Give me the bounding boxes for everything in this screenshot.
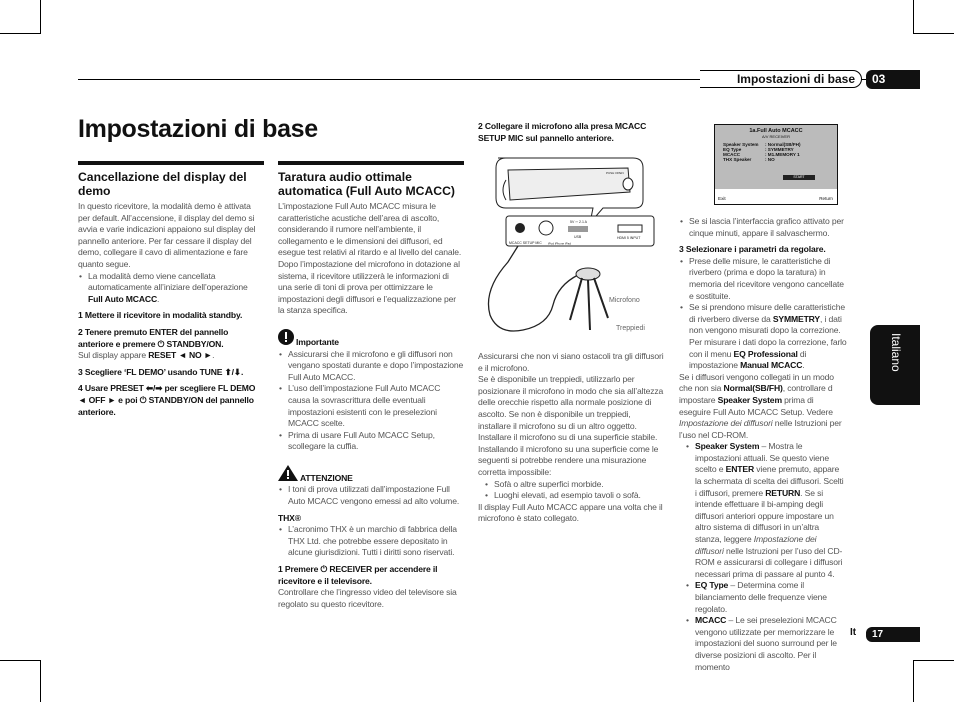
text-segment: 4 Usare PRESET ⬅/➡ per scegliere FL DEMO ◄ OFF ► e poi ⏻ STANDBY/ON del pannello anteriore. [78,383,256,417]
osd-row-value: : Normal(SB/FH) [765,142,801,147]
crop-mark [40,660,41,702]
finger-icon [623,178,633,190]
text-segment: . [212,350,215,361]
text-segment: RESET ◄ NO ► [148,350,213,361]
text-segment: Speaker System [695,441,760,452]
text-segment: Il display Full Auto MCACC appare una volta che il microfono è stato collegato. [478,501,663,524]
text-segment: Controllare che l’ingresso video del televisore sia regolato su questo ricevitore. [278,587,457,609]
text-segment: THX® [278,512,301,523]
text-segment: . Se si intende effettuare il bi-amping degli diffusori anteriori oppure impostare un altro sistema di diffusori in un’altra stanza, leggere [695,487,834,545]
osd-subtitle: A/V RECEIVER [761,134,790,139]
text-segment: Assicurarsi che non vi siano ostacoli tra gli diffusori e il microfono. [478,351,664,373]
paragraph [78,201,264,271]
text-segment: Sul display appare [78,350,149,361]
text-segment: EQ Type [695,580,729,591]
step-instruction [478,121,664,144]
chapter-number: 03 [866,70,920,89]
bullet-item [484,490,664,502]
osd-exit-label: Exit [718,196,726,201]
bullet-item [685,615,847,673]
crop-mark [40,0,41,34]
section-heading [78,170,264,198]
osd-title: 1a.Full Auto MCACC [749,128,803,134]
bullet-item [679,302,847,372]
osd-screen [714,124,838,205]
text-segment: Se è disponibile un treppiedi, utilizzarlo per posizionare il microfono in modo che sia all’altezza delle orecchie rispetto alla normale posizione di ascolto. Se non è disponibile un treppiedi, installare il microfono su di un altro oggetto. [478,374,664,431]
crop-mark [0,660,40,661]
text-segment: – Determina come il bilanciamento delle frequenze viene regolato. [695,580,827,614]
language-label: Italiano [889,333,903,372]
bullet-item [278,484,464,507]
paragraph [278,201,464,317]
osd-row-label: EQ Type [723,147,742,152]
text-segment: 3 Scegliere ‘FL DEMO’ usando TUNE ⬆/⬇. [78,366,244,377]
text-segment: Se si prendono misure delle caratteristiche di riverbero diverse da [689,302,845,324]
text-segment: La modalità demo viene cancellata automaticamente all’iniziare dell’operazione [88,270,248,293]
bullet-item [679,216,847,239]
text-segment: . [157,293,160,304]
bullet-item [685,580,847,615]
microphone-caption: Microfono [609,297,640,304]
usb-label: USB [574,235,582,239]
paragraph [478,374,664,432]
bullet-item [278,383,464,429]
text-segment: – Le sei preselezioni MCACC vengono utilizzate per memorizzare le impostazioni del suono surround per le diverse posizioni di ascolto. Per il momento [695,615,837,672]
text-segment: Sofà o altre superfici morbide. [494,478,604,489]
hdmi-label: HDMI 5 INPUT [617,236,641,240]
step-instruction [78,310,264,322]
column-3-step [478,116,664,144]
paragraph [478,351,664,374]
bullet-item [278,349,464,384]
text-segment: Assicurarsi che il microfono e gli diffusori non vengano spostati durante e dopo l’impostazione Full Auto MCACC. [288,348,464,382]
text-segment: ENTER [725,464,755,475]
text-segment: 2 Tenere premuto ENTER del pannello anteriore e premere ⏻ STANDBY/ON. [78,326,229,349]
crop-mark [914,660,954,661]
bullet-item [78,271,264,306]
text-segment: 2 Collegare il microfono alla presa MCACC SETUP MIC sul pannello anteriore. [478,121,647,143]
osd-row-label: MCACC [723,152,741,157]
bullet-item [278,430,464,453]
osd-row-value: : NO [765,157,775,162]
text-segment: Prima di usare Full Auto MCACC Setup, scollegare la cuffia. [288,429,435,452]
column-3 [478,351,664,525]
text-segment: Speaker System [717,394,782,405]
osd-row [723,157,837,162]
paragraph [478,432,664,478]
osd-start-button[interactable]: START [783,175,815,180]
osd-row-label: THX Speaker [723,157,752,162]
language-tab [870,325,920,405]
important-icon [278,329,294,349]
paragraph [78,350,264,362]
text-segment: 3 Selezionare i parametri da regolare. [679,244,826,255]
ipod-label: iPod iPhone iPad [548,241,572,246]
text-segment: Manual MCACC [740,360,803,371]
text-segment: In questo ricevitore, la modalità demo è attivata per default. All’accensione, il display del demo si avvia e varie indicazioni appaiono sul display del pannello anteriore. Per far cessare il display del demo, collegare il cavo di alimentazione e fare quanto segue. [78,201,256,269]
note-heading [278,465,464,485]
paragraph [278,587,464,610]
microphone-cable [488,246,578,331]
microphone-connection-figure [478,150,663,350]
crop-mark [0,33,40,34]
paragraph [478,502,664,525]
page-title: Impostazioni di base [78,115,318,143]
text-segment: nelle Istruzioni per l’uso nel CD-ROM. [679,418,842,440]
section-rule [78,161,264,165]
text-segment: L’acronimo THX è un marchio di fabbrica della THX Ltd. che potrebbe essere depositato in alcune giurisdizioni. Tutti i diritti sono riservati. [288,524,457,558]
column-2 [278,161,464,610]
text-segment: Taratura audio ottimale automatica (Full Auto MCACC) [278,170,455,198]
push-label: PUSH OPEN [606,171,624,175]
step-instruction [278,564,464,587]
text-segment: L’uso dell’impostazione Full Auto MCACC causa la sovrascrittura delle eventuali impostazioni esistenti con le preselezioni MCACC scelte. [288,383,441,429]
page-number: 17 [866,627,920,642]
text-segment: Normal(SB/FH) [723,383,783,394]
mic-jack [515,223,525,233]
text-segment: 1 Mettere il ricevitore in modalità standby. [78,310,243,321]
text-segment: Cancellazione del display del demo [78,170,247,198]
note-heading [278,329,464,349]
text-segment: Se i diffusori vengono collegati in un modo che non sia [679,371,834,394]
step-instruction [679,244,847,256]
text-segment: Prese delle misure, le caratteristiche di riverbero (prima e dopo la taratura) in memoria del ricevitore vengono cancellate e sostituite. [689,255,844,301]
text-segment: L’impostazione Full Auto MCACC misura le caratteristiche acustiche dell’area di ascolto, considerando il rumore nell’ambiente, il collegamento e le dimensioni dei diffusori, ed esegue test relativi al ritardo e al livello del canale. Dopo l’impostazione del microfono in dotazione al sistema, il ricevitore utilizzerà le informazioni di una serie di toni di prova per ottimizzare le impostazioni degli diffusori e l’equalizzazione per la stanza specifica. [278,201,462,316]
text-segment: prima di eseguire Full Auto MCACC Setup. Vedere [679,394,833,417]
text-segment: I toni di prova utilizzati dall’impostazione Full Auto MCACC vengono emessi ad alto volume. [288,484,460,507]
microphone [576,268,600,280]
section-heading [278,170,464,198]
osd-row-label: Speaker System [723,142,759,147]
jack-label: MCACC SETUP MIC [509,241,542,245]
osd-return-label: Return [819,196,833,201]
step-instruction [78,367,264,379]
text-segment: Luoghi elevati, ad esempio tavoli o sofà. [494,490,641,501]
power-label: 5V ⎓ 2.1 A [570,220,587,224]
text-segment: – Mostra le impostazioni attuali. Se questo viene scelto e [695,441,829,475]
bullet-item [679,256,847,302]
text-segment: , controllare d impostare [679,383,833,405]
text-segment: Impostazione dei diffusori [695,534,817,556]
text-segment: MCACC [695,615,727,626]
text-segment: , i dati non vengono misurati dopo la correzione. Per misurare i dati dopo la correzione, farlo con il menu [689,313,847,359]
bullet-item [685,441,847,580]
header-section-label: Impostazioni di base [700,70,862,88]
text-segment: ATTENZIONE [300,472,353,483]
osd-row-value: : M1.MEMORY 1 [765,152,800,157]
usb-port [568,226,588,232]
crop-mark [913,660,914,702]
text-segment: SYMMETRY [772,313,820,324]
crop-mark [914,33,954,34]
step-instruction [78,383,264,418]
text-segment: di impostazione [689,348,807,371]
footer-lang: It [850,627,857,638]
text-segment: Installare il microfono su di una superficie stabile. Installando il microfono su una superficie come le seguenti si potrebbe rendere una misurazione corretta impossibile: [478,432,659,477]
text-segment: RETURN [765,487,801,498]
text-segment: 1 Premere ⏻ RECEIVER per accendere il ricevitore e il televisore. [278,564,438,586]
text-segment: Se si lascia l’interfaccia grafico attivato per cinque minuti, appare il salvaschermo. [689,216,844,238]
column-1 [78,161,264,418]
text-segment: viene premuto, appare la schermata di scelta dei diffusori. Scelti i diffusori, premere [695,464,844,498]
paragraph [278,513,464,525]
text-segment: Importante [296,336,339,347]
tripod-caption: Treppiedi [616,325,645,332]
step-instruction [78,327,264,350]
section-rule [278,161,464,165]
tripod [570,278,608,330]
text-segment: Full Auto MCACC [88,293,158,304]
text-segment: nelle Istruzioni per l’uso del CD-ROM e assicurarsi di collegare i diffusori necessari prima di passare al punto 4. [695,545,843,579]
text-segment: . [802,360,805,371]
bullet-item [484,479,664,491]
warning-icon [278,465,298,485]
column-4 [679,216,847,673]
paragraph [679,372,847,442]
bullet-item [278,524,464,559]
crop-mark [913,0,914,34]
osd-row-value: : SYMMETRY [765,147,794,152]
text-segment: EQ Professional [733,348,798,359]
text-segment: Impostazione dei diffusori [679,418,773,429]
